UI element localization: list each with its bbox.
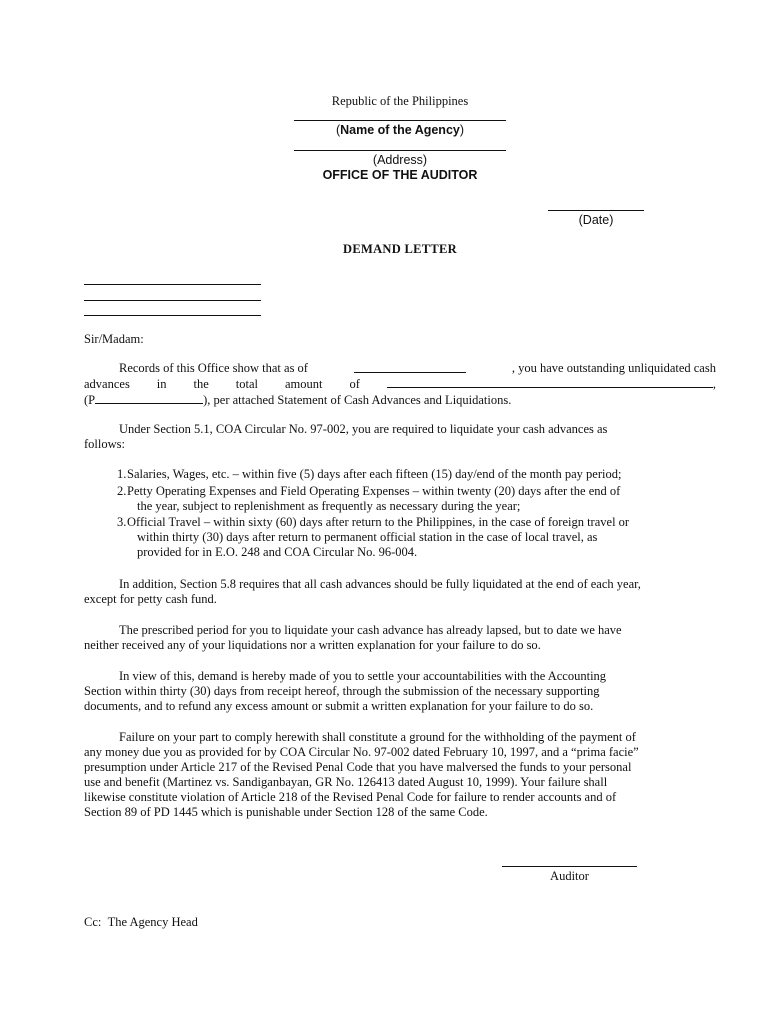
word-amount: amount — [284, 377, 323, 391]
agency-name-line: (Name of the Agency) — [335, 123, 465, 137]
records-text-a: Records of this Office show that as of — [119, 361, 308, 375]
signature-line — [502, 866, 637, 867]
peso-amount-blank — [95, 392, 203, 404]
records-text-b: , you have outstanding unliquidated cash — [511, 361, 716, 375]
failure-line-4: use and benefit (Martinez vs. Sandiganbayan, GR No. 126413 dated August 10, 1999). Your failure shall — [84, 775, 608, 789]
list-item-text: Petty Operating Expenses and Field Operating Expenses – within twenty (20) days after the end of — [127, 484, 621, 498]
cc-label: Cc: — [84, 915, 102, 929]
word-in: in — [156, 377, 167, 391]
list-item-text: Salaries, Wages, etc. – within five (5) days after each fifteen (15) day/end of the month pay period; — [127, 467, 622, 481]
addressee-blank-1 — [84, 284, 261, 285]
paragraph-records — [84, 361, 716, 408]
failure-line-5: likewise constitute violation of Article 218 of the Revised Penal Code for failure to render accounts and of — [84, 790, 617, 804]
cc-recipient: The Agency Head — [107, 915, 198, 929]
list-number: 3. — [117, 515, 127, 529]
as-of-date-blank — [354, 361, 466, 373]
failure-line-2: any money due you as provided for by COA Circular No. 97-002 dated February 10, 1997, and a “prima facie” — [84, 745, 639, 759]
signatory-title: Auditor — [550, 869, 589, 883]
section-51-line-2: follows: — [84, 437, 125, 451]
list-item-text: the year, subject to replenishment as frequently as necessary during the year; — [137, 499, 521, 513]
list-item-text: within thirty (30) days after return to permanent official station in the case of local travel, as — [137, 530, 598, 544]
document-title: DEMAND LETTER — [343, 242, 457, 256]
paragraph-demand — [84, 669, 716, 714]
demand-line-1: In view of this, demand is hereby made of you to settle your accountabilities with the Accounting — [119, 669, 607, 683]
lapsed-line-2: neither received any of your liquidations nor a written explanation for your failure to do so. — [84, 638, 541, 652]
address-blank — [294, 150, 506, 151]
records-line-2 — [84, 376, 716, 392]
records-line-3 — [84, 392, 716, 408]
list-item-text: Official Travel – within sixty (60) days after return to the Philippines, in the case of foreign travel or — [127, 515, 630, 529]
amount-words-blank: , — [387, 376, 716, 392]
list-number: 2. — [117, 484, 127, 498]
agency-name-blank — [294, 120, 506, 121]
records-line-1 — [84, 361, 716, 376]
paragraph-lapsed — [84, 623, 716, 653]
demand-line-3: documents, and to refund any excess amount or submit a written explanation for your failure to do so. — [84, 699, 594, 713]
republic-line: Republic of the Philippines — [331, 94, 469, 108]
section-58-line-1: In addition, Section 5.8 requires that all cash advances should be fully liquidated at the end of each year, — [119, 577, 641, 591]
addressee-blank-3 — [84, 315, 261, 316]
paragraph-section-51 — [84, 422, 716, 452]
section-51-line-1: Under Section 5.1, COA Circular No. 97-002, you are required to liquidate your cash advances as — [119, 422, 608, 436]
section-58-line-2: except for petty cash fund. — [84, 592, 217, 606]
address-label: (Address) — [372, 153, 428, 167]
date-blank — [548, 210, 644, 211]
word-of: of — [349, 377, 360, 391]
lapsed-line-1: The prescribed period for you to liquidate your cash advance has already lapsed, but to date we have — [119, 623, 622, 637]
list-item-text: provided for in E.O. 248 and COA Circular No. 96-004. — [137, 545, 418, 559]
date-label: (Date) — [578, 213, 614, 227]
demand-line-2: Section within thirty (30) days from receipt hereof, through the submission of the necessary supporting — [84, 684, 600, 698]
addressee-blank-2 — [84, 300, 261, 301]
paragraph-section-58 — [84, 577, 716, 607]
records-line-3-text: ), per attached Statement of Cash Advances and Liquidations. — [203, 393, 512, 407]
failure-line-6: Section 89 of PD 1445 which is punishable under Section 128 of the same Code. — [84, 805, 488, 819]
agency-name: Name of the Agency — [340, 123, 460, 137]
salutation: Sir/Madam: — [84, 332, 144, 346]
peso-prefix: (P — [84, 393, 96, 407]
failure-line-3: presumption under Article 217 of the Revised Penal Code that you have malversed the funds to your personal — [84, 760, 632, 774]
word-total: total — [235, 377, 258, 391]
paragraph-failure — [84, 730, 716, 820]
word-the: the — [193, 377, 209, 391]
word-advances: advances — [84, 377, 130, 391]
cc-line — [84, 915, 198, 930]
office-heading: OFFICE OF THE AUDITOR — [322, 168, 478, 182]
list-number: 1. — [117, 467, 127, 481]
failure-line-1: Failure on your part to comply herewith shall constitute a ground for the withholding of the payment of — [119, 730, 636, 744]
